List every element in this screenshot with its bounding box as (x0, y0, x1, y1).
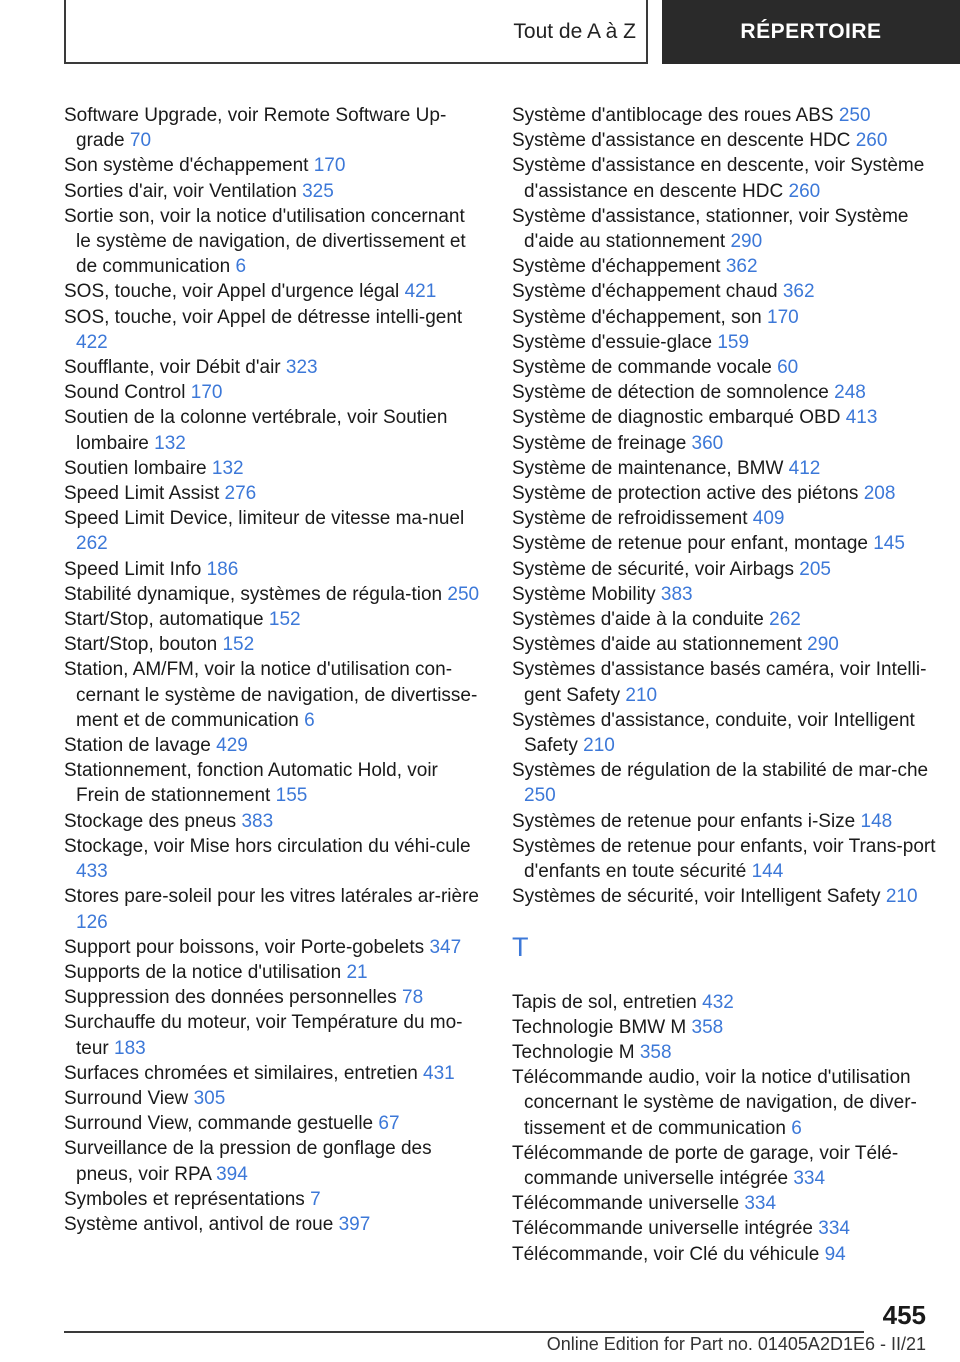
page-link[interactable]: 145 (873, 533, 905, 555)
page-link[interactable]: 210 (625, 684, 658, 706)
index-entry-text: Soutien lombaire (64, 457, 207, 479)
index-entry (512, 481, 936, 506)
index-entry (64, 153, 484, 178)
index-entry-text: Software Upgrade, voir Remote Software Up‐grade (64, 105, 447, 152)
page-link[interactable]: 412 (788, 457, 821, 479)
page-link[interactable]: 170 (190, 382, 223, 404)
page-link[interactable]: 70 (129, 130, 152, 152)
page-link[interactable]: 358 (639, 1041, 672, 1063)
index-entry (64, 1212, 484, 1237)
index-entry-text: Télécommande audio, voir la notice d'utilisation concernant le système de navigation, de diver‐tissement et de communication (512, 1067, 917, 1139)
page-link[interactable]: 159 (717, 331, 750, 353)
index-entry-text: Systèmes d'assistance basés caméra, voir Intelli‐gent Safety (512, 659, 927, 706)
index-entry (512, 1015, 936, 1040)
index-entry-text: Système d'antiblocage des roues ABS (512, 105, 834, 126)
index-entry-text: Système de détection de somnolence (512, 382, 829, 404)
page-link[interactable]: 250 (838, 105, 871, 126)
index-entry-text: Système de diagnostic embarqué OBD (512, 407, 841, 429)
page-link[interactable]: 6 (235, 256, 247, 278)
index-entry-text: Système de freinage (512, 432, 687, 454)
page-link[interactable]: 210 (583, 735, 615, 757)
index-entry (64, 632, 484, 657)
index-entry-text: Speed Limit Info (64, 558, 202, 580)
index-entry-text: Système de protection active des piétons (512, 483, 859, 505)
index-entry (64, 582, 484, 607)
index-entry (512, 204, 936, 254)
index-entry (512, 632, 936, 657)
index-entry-text: Technologie M (512, 1041, 635, 1063)
index-entry-text: Système d'essuie-glace (512, 331, 713, 353)
page-link[interactable]: 362 (725, 256, 758, 278)
page-link[interactable]: 409 (752, 508, 785, 530)
index-entry-text: Systèmes d'aide à la conduite (512, 609, 764, 631)
index-entry (512, 279, 936, 304)
index-entry-text: Système de commande vocale (512, 357, 772, 379)
page-number: 455 (882, 1300, 926, 1330)
index-entry (512, 128, 936, 153)
index-entry-text: Systèmes de sécurité, voir Intelligent Safety (512, 886, 881, 908)
index-entry-text: Soufflante, voir Débit d'air (64, 357, 281, 379)
page-link[interactable]: 6 (304, 709, 315, 731)
page-link[interactable]: 152 (222, 634, 255, 656)
page-link[interactable]: 262 (76, 533, 108, 555)
page-link[interactable]: 6 (791, 1117, 802, 1139)
index-entry-text: Symboles et représentations (64, 1188, 305, 1210)
page-link[interactable]: 397 (338, 1213, 371, 1235)
index-entry (64, 456, 484, 481)
index-entry (512, 1216, 936, 1241)
page-link[interactable]: 421 (404, 281, 437, 303)
index-entry-text: Son système d'échappement (64, 155, 309, 177)
page-link[interactable]: 413 (845, 407, 878, 429)
page-link[interactable]: 208 (863, 483, 896, 505)
page-link[interactable]: 260 (788, 180, 821, 202)
page-link[interactable]: 347 (429, 936, 462, 958)
index-entry (512, 153, 936, 203)
index-entry (64, 179, 484, 204)
page-link[interactable]: 78 (402, 987, 424, 1009)
index-entry-text: Stores pare-soleil pour les vitres latérales ar‐rière (64, 886, 479, 908)
page-link[interactable]: 260 (855, 130, 888, 152)
index-entry-text: Speed Limit Device, limiteur de vitesse ma‐nuel (64, 508, 465, 530)
index-entry (512, 884, 936, 909)
index-entry-text: Systèmes de retenue pour enfants, voir Trans‐port d'enfants en toute sécurité (512, 835, 936, 883)
index-entry (512, 708, 936, 758)
page-link[interactable]: 394 (216, 1163, 248, 1185)
page-link[interactable]: 152 (268, 609, 301, 631)
page-link[interactable]: 362 (782, 281, 815, 303)
index-entry-text: Systèmes d'assistance, conduite, voir Intelligent Safety (512, 709, 915, 757)
page-link[interactable]: 126 (76, 911, 108, 933)
page-link[interactable]: 155 (275, 785, 308, 807)
index-entry (64, 279, 484, 304)
index-entry-text: Suppression des données personnelles (64, 987, 397, 1009)
index-entry (64, 657, 484, 733)
index-entry-text: Surround View (64, 1087, 189, 1109)
index-entry (64, 1136, 484, 1186)
page-link[interactable]: 334 (793, 1167, 826, 1189)
page-link[interactable]: 148 (860, 810, 893, 832)
index-entry-text: Télécommande universelle intégrée (512, 1218, 813, 1240)
page-link[interactable]: 383 (241, 810, 274, 832)
index-entry-text: Stationnement, fonction Automatic Hold, voir Frein de stationnement (64, 760, 438, 807)
index-entry (512, 531, 936, 556)
page-link[interactable]: 358 (691, 1016, 724, 1038)
page-link[interactable]: 422 (76, 331, 108, 353)
page-link[interactable]: 170 (313, 155, 346, 177)
index-entry-text: Système d'échappement (512, 256, 721, 278)
index-entry-text: Support pour boissons, voir Porte-gobelets (64, 936, 425, 958)
page-link[interactable]: 170 (767, 306, 799, 328)
index-entry (64, 884, 484, 934)
index-entry (512, 1065, 936, 1141)
index-entry (512, 557, 936, 582)
page-link[interactable]: 21 (346, 961, 368, 983)
index-entry (64, 1086, 484, 1111)
page-link[interactable]: 248 (834, 382, 866, 404)
page-link[interactable]: 433 (76, 861, 108, 883)
page-link[interactable]: 276 (224, 483, 257, 505)
index-entry (64, 809, 484, 834)
footer-rule (64, 1331, 864, 1333)
index-entry-text: Supports de la notice d'utilisation (64, 961, 342, 983)
index-entry-text: Systèmes de régulation de la stabilité de mar‐che (512, 760, 929, 782)
index-entry (64, 481, 484, 506)
index-entry-text: Système d'assistance, stationner, voir Système d'aide au stationnement (512, 205, 909, 253)
page-link[interactable]: 60 (777, 357, 799, 379)
index-entry (64, 557, 484, 582)
footer-edition: Online Edition for Part no. 01405A2D1E6 - II/21 (546, 1334, 926, 1354)
index-entry (512, 305, 936, 330)
index-entry (64, 607, 484, 632)
page-link[interactable]: 210 (885, 886, 918, 908)
index-entry-text: Télécommande de porte de garage, voir Télé‐commande universelle intégrée (512, 1142, 899, 1189)
index-entry-text: SOS, touche, voir Appel d'urgence légal (64, 281, 400, 303)
page-link[interactable]: 334 (818, 1218, 850, 1240)
page-link[interactable]: 323 (285, 357, 318, 379)
index-column-left (64, 103, 484, 1237)
index-entry-text: Système d'échappement, son (512, 306, 762, 328)
index-entry (512, 103, 936, 128)
index-entry-text: Station, AM/FM, voir la notice d'utilisation con‐cernant le système de navigation, de divertisse‐ment et de communication (64, 659, 478, 731)
index-entry (512, 758, 936, 808)
index-entry (64, 103, 484, 153)
index-entry-text: Système de retenue pour enfant, montage (512, 533, 868, 555)
page-link[interactable]: 183 (114, 1037, 146, 1059)
index-entry-text: SOS, touche, voir Appel de détresse intelli‐gent (64, 306, 463, 328)
index-entry (512, 809, 936, 834)
page-link[interactable]: 290 (730, 231, 763, 253)
page-link[interactable]: 290 (807, 634, 839, 656)
index-entry (64, 204, 484, 280)
index-entry (512, 456, 936, 481)
index-entry (64, 985, 484, 1010)
index-entry (512, 1040, 936, 1065)
page-link[interactable]: 432 (702, 991, 734, 1013)
index-entry-text: Start/Stop, bouton (64, 634, 218, 656)
index-entry-text: Surround View, commande gestuelle (64, 1113, 374, 1135)
index-entry (512, 1141, 936, 1191)
index-entry (512, 834, 936, 884)
header-section-title: Tout de A à Z (513, 20, 636, 43)
index-entry-text: Technologie BMW M (512, 1016, 687, 1038)
index-entry (64, 305, 484, 355)
index-entry-text: Système de refroidissement (512, 508, 748, 530)
index-entry (512, 607, 936, 632)
index-entry-text: Station de lavage (64, 735, 211, 757)
index-entry (64, 733, 484, 758)
index-entry (64, 758, 484, 808)
page-link[interactable]: 431 (423, 1062, 455, 1084)
index-entry (512, 990, 936, 1015)
index-entry (512, 1242, 936, 1267)
index-entry (64, 506, 484, 556)
index-entry (64, 1061, 484, 1086)
index-entry-text: Système Mobility (512, 583, 656, 605)
index-entry-text: Sound Control (64, 382, 186, 404)
index-entry-text: Système de maintenance, BMW (512, 457, 784, 479)
page-link[interactable]: 429 (216, 735, 248, 757)
index-entry-text: Surchauffe du moteur, voir Température du mo‐teur (64, 1012, 463, 1059)
index-entry (512, 355, 936, 380)
index-entry (64, 960, 484, 985)
index-entry (64, 405, 484, 455)
page-link[interactable]: 132 (154, 432, 186, 454)
index-column-right (512, 103, 936, 1267)
index-entry (512, 330, 936, 355)
index-entry-text: Système d'assistance en descente HDC (512, 130, 851, 152)
page-link[interactable]: 205 (799, 558, 831, 580)
index-entry (64, 935, 484, 960)
index-entry (64, 834, 484, 884)
index-entry-text: Système d'assistance en descente, voir Système d'assistance en descente HDC (512, 155, 925, 202)
index-entry (64, 1111, 484, 1136)
page-link[interactable]: 262 (769, 609, 801, 631)
index-entry (512, 431, 936, 456)
index-entry-text: Stockage, voir Mise hors circulation du véhi‐cule (64, 835, 471, 857)
index-entry-text: Stockage des pneus (64, 810, 237, 832)
page-link[interactable]: 186 (206, 558, 239, 580)
page-link[interactable]: 383 (660, 583, 693, 605)
index-entry (512, 506, 936, 531)
index-entry (512, 405, 936, 430)
index-entry-text: Systèmes de retenue pour enfants i-Size (512, 810, 856, 832)
index-entry (64, 1187, 484, 1212)
index-entry-text: Système antivol, antivol de roue (64, 1213, 334, 1235)
index-entry-text: Systèmes d'aide au stationnement (512, 634, 802, 656)
page-link[interactable]: 305 (193, 1087, 226, 1109)
page-link[interactable]: 132 (211, 457, 244, 479)
page-link[interactable]: 94 (824, 1243, 846, 1265)
index-entry (64, 355, 484, 380)
index-entry-text: Start/Stop, automatique (64, 609, 264, 631)
index-entry-text: Tapis de sol, entretien (512, 991, 697, 1013)
index-entry-text: Soutien de la colonne vertébrale, voir Soutien lombaire (64, 407, 448, 454)
page-link[interactable]: 144 (751, 861, 784, 883)
index-entry-text: Télécommande universelle (512, 1193, 740, 1215)
index-entry-text: Système de sécurité, voir Airbags (512, 558, 794, 580)
index-entry (512, 254, 936, 279)
page-link[interactable]: 7 (310, 1188, 321, 1210)
page-link[interactable]: 360 (691, 432, 724, 454)
index-entry (512, 1191, 936, 1216)
index-entry-text: Speed Limit Assist (64, 483, 220, 505)
page-link[interactable]: 334 (744, 1193, 777, 1215)
index-entry-text: Surfaces chromées et similaires, entretien (64, 1062, 418, 1084)
index-entry (64, 1010, 484, 1060)
index-entry (512, 582, 936, 607)
index-entry-text: Sorties d'air, voir Ventilation (64, 180, 297, 202)
index-entry (512, 657, 936, 707)
index-entry-text: Système d'échappement chaud (512, 281, 778, 303)
index-entry-text: Télécommande, voir Clé du véhicule (512, 1243, 820, 1265)
index-entry (512, 380, 936, 405)
header-chapter-tab: RÉPERTOIRE (662, 0, 960, 64)
page-link[interactable]: 250 (524, 785, 556, 807)
index-entry-text: Stabilité dynamique, systèmes de régula‐tion (64, 583, 443, 605)
page-link[interactable]: 325 (302, 180, 334, 202)
index-entry-text: Surveillance de la pression de gonflage des pneus, voir RPA (64, 1138, 432, 1185)
section-letter: T (512, 931, 529, 962)
index-entry-text: Sortie son, voir la notice d'utilisation concernant le système de navigation, de divertissement et de communication (64, 205, 466, 278)
index-entry (64, 380, 484, 405)
page-link[interactable]: 250 (447, 583, 480, 605)
page-link[interactable]: 67 (378, 1113, 400, 1135)
